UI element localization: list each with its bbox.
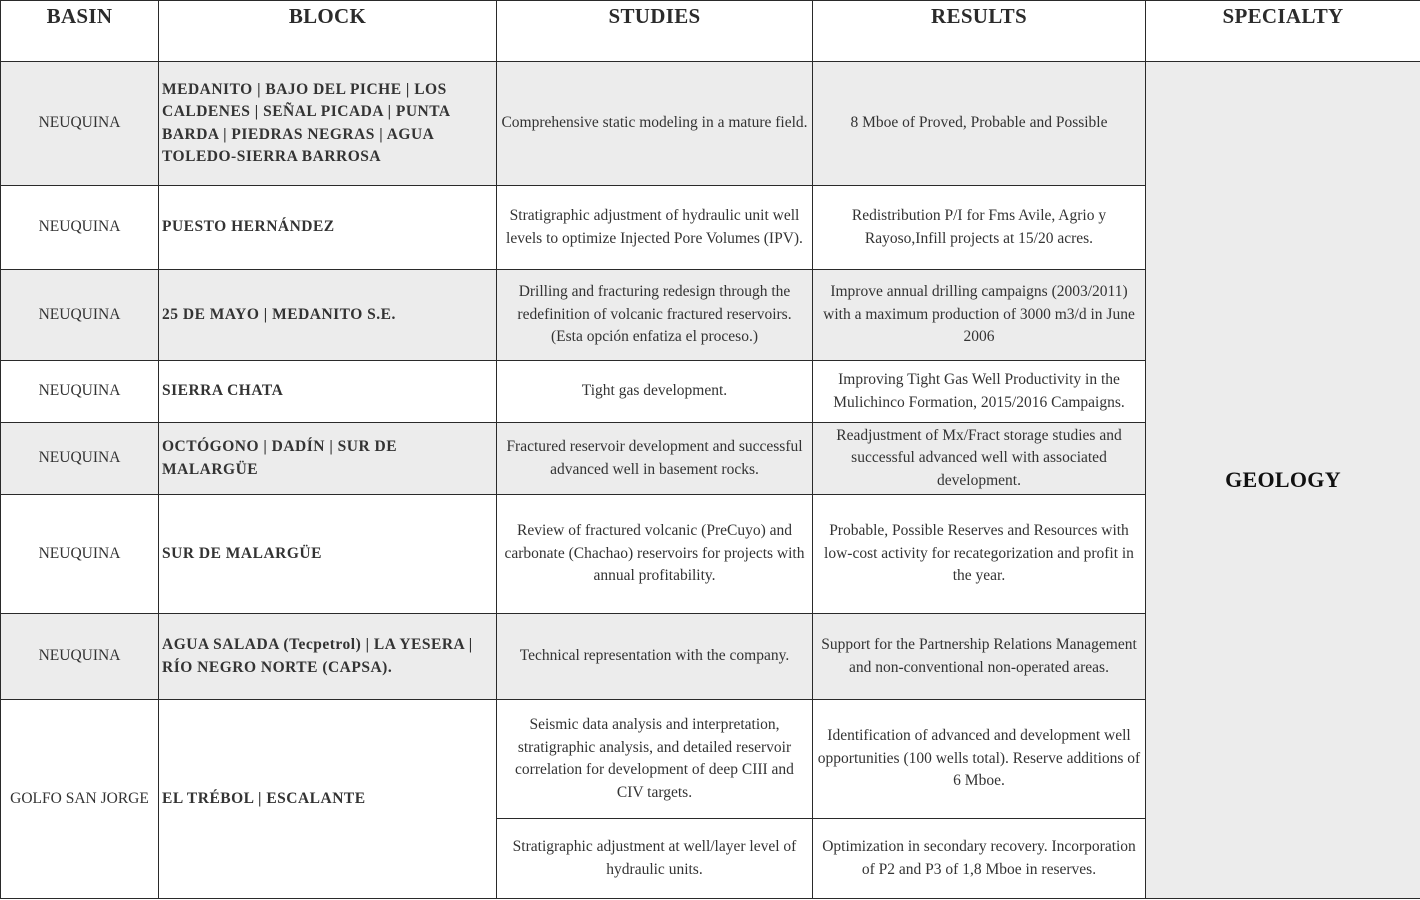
results-cell: Redistribution P/I for Fms Avile, Agrio y Rayoso,Infill projects at 15/20 acres.	[813, 186, 1146, 270]
studies-cell: Seismic data analysis and interpretation, stratigraphic analysis, and detailed reservoir correlation for development of deep CIII and CIV targets.	[497, 700, 813, 819]
studies-cell: Comprehensive static modeling in a mature field.	[497, 62, 813, 186]
results-cell: Improving Tight Gas Well Productivity in the Mulichinco Formation, 2015/2016 Campaigns.	[813, 361, 1146, 423]
block-cell: SUR DE MALARGÜE	[159, 495, 497, 614]
basin-cell: NEUQUINA	[1, 495, 159, 614]
block-cell: 25 DE MAYO | MEDANITO S.E.	[159, 270, 497, 361]
block-cell: PUESTO HERNÁNDEZ	[159, 186, 497, 270]
basin-cell: NEUQUINA	[1, 423, 159, 495]
results-cell: Improve annual drilling campaigns (2003/2011) with a maximum production of 3000 m3/d in June 2006	[813, 270, 1146, 361]
header-specialty: SPECIALTY	[1146, 1, 1420, 62]
basin-cell: NEUQUINA	[1, 62, 159, 186]
results-cell: Probable, Possible Reserves and Resources with low-cost activity for recategorization and profit in the year.	[813, 495, 1146, 614]
basin-cell: NEUQUINA	[1, 361, 159, 423]
studies-cell: Review of fractured volcanic (PreCuyo) and carbonate (Chachao) reservoirs for projects with annual profitability.	[497, 495, 813, 614]
header-row	[1, 1, 1420, 62]
block-cell: EL TRÉBOL | ESCALANTE	[159, 700, 497, 899]
block-cell: OCTÓGONO | DADÍN | SUR DE MALARGÜE	[159, 423, 497, 495]
header-block: BLOCK	[159, 1, 497, 62]
studies-cell: Stratigraphic adjustment at well/layer level of hydraulic units.	[497, 819, 813, 899]
studies-cell: Stratigraphic adjustment of hydraulic unit well levels to optimize Injected Pore Volumes (IPV).	[497, 186, 813, 270]
header-results: RESULTS	[813, 1, 1146, 62]
block-cell: AGUA SALADA (Tecpetrol) | LA YESERA | RÍO NEGRO NORTE (CAPSA).	[159, 614, 497, 700]
results-cell: Support for the Partnership Relations Management and non-conventional non-operated areas.	[813, 614, 1146, 700]
studies-cell: Drilling and fracturing redesign through the redefinition of volcanic fractured reservoirs. (Esta opción enfatiza el proceso.)	[497, 270, 813, 361]
results-cell: 8 Mboe of Proved, Probable and Possible	[813, 62, 1146, 186]
basin-cell: NEUQUINA	[1, 186, 159, 270]
block-cell: MEDANITO | BAJO DEL PICHE | LOS CALDENES | SEÑAL PICADA | PUNTA BARDA | PIEDRAS NEGRAS | AGUA TOLEDO-SIERRA BARROSA	[159, 62, 497, 186]
basin-cell: NEUQUINA	[1, 270, 159, 361]
studies-cell: Technical representation with the company.	[497, 614, 813, 700]
results-cell: Optimization in secondary recovery. Incorporation of P2 and P3 of 1,8 Mboe in reserves.	[813, 819, 1146, 899]
basin-cell: GOLFO SAN JORGE	[1, 700, 159, 899]
studies-cell: Tight gas development.	[497, 361, 813, 423]
results-cell: Readjustment of Mx/Fract storage studies and successful advanced well with associated development.	[813, 423, 1146, 495]
studies-cell: Fractured reservoir development and successful advanced well in basement rocks.	[497, 423, 813, 495]
header-basin: BASIN	[1, 1, 159, 62]
header-studies: STUDIES	[497, 1, 813, 62]
block-cell: SIERRA CHATA	[159, 361, 497, 423]
results-cell: Identification of advanced and development well opportunities (100 wells total). Reserve additions of 6 Mboe.	[813, 700, 1146, 819]
basin-cell: NEUQUINA	[1, 614, 159, 700]
specialty-cell: GEOLOGY	[1146, 62, 1420, 899]
table-row	[1, 62, 1420, 186]
